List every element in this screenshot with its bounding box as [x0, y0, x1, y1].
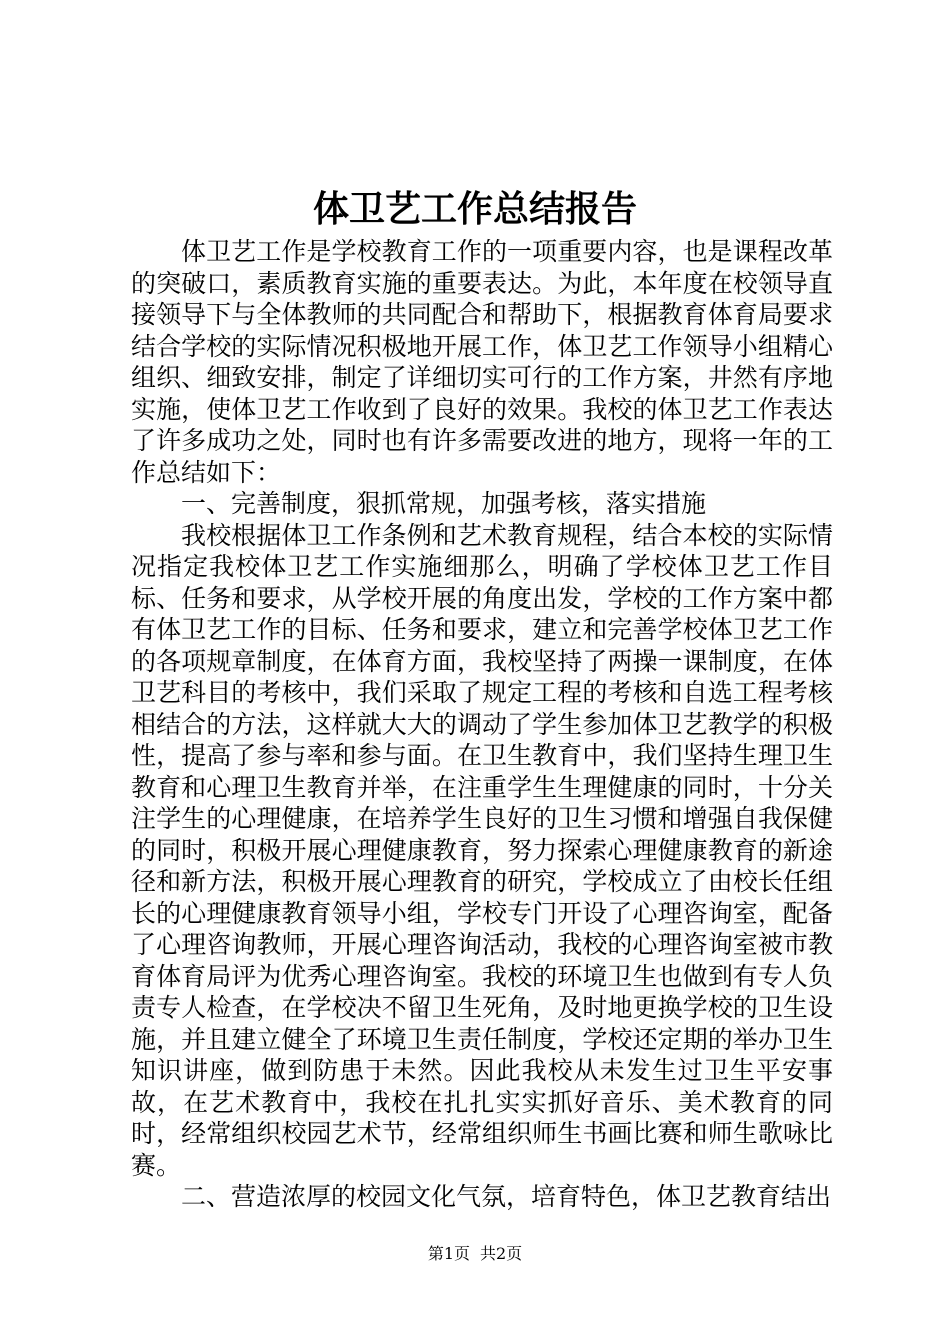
paragraph-section-1: 我校根据体卫工作条例和艺术教育规程，结合本校的实际情况指定我校体卫艺工作实施细那么，明确了学校体卫艺工作目标、任务和要求，从学校开展的角度出发，学校的工作方案中都有体卫艺工作的目标、任务和要求，建立和完善学校体卫艺工作的各项规章制度，在体育方面，我校坚持了两操一课制度，在体卫艺科目的考核中，我们采取了规定工程的考核和自选工程考核相结合的方法，这样就大大的调动了学生参加体卫艺教学的积极性，提高了参与率和参与面。在卫生教育中，我们坚持生理卫生教育和心理卫生教育并举，在注重学生生理健康的同时，十分关注学生的心理健康，在培养学生良好的卫生习惯和增强自我保健的同时，积极开展心理健康教育，努力探索心理健康教育的新途径和新方法，积极开展心理教育的研究，学校成立了由校长任组长的心理健康教育领导小组，学校专门开设了心理咨询室，配备了心理咨询教师，开展心理咨询活动，我校的心理咨询室被市教育体育局评为优秀心理咨询室。我校的环境卫生也做到有专人负责专人检查，在学校决不留卫生死角，及时地更换学校的卫生设施，并且建立健全了环境卫生责任制度，学校还定期的举办卫生知识讲座，做到防患于未然。因此我校从未发生过卫生平安事故，在艺术教育中，我校在扎扎实实抓好音乐、美术教育的同时，经常组织校园艺术节，经常组织师生书画比赛和师生歌咏比赛。: [131, 520, 833, 1180]
page-total: 共2页: [480, 1244, 523, 1263]
document-body: [131, 236, 833, 1213]
page-number: 第1页: [427, 1244, 470, 1263]
paragraph-intro: 体卫艺工作是学校教育工作的一项重要内容，也是课程改革的突破口，素质教育实施的重要表达。为此，本年度在校领导直接领导下与全体教师的共同配合和帮助下，根据教育体育局要求结合学校的实际情况积极地开展工作，体卫艺工作领导小组精心组织、细致安排，制定了详细切实可行的工作方案，井然有序地实施，使体卫艺工作收到了良好的效果。我校的体卫艺工作表达了许多成功之处，同时也有许多需要改进的地方，现将一年的工作总结如下：: [131, 237, 833, 487]
section-heading-2: 二、营造浓厚的校园文化气氛，培育特色，体卫艺教育结出: [181, 1182, 832, 1211]
page-footer: [0, 1244, 950, 1264]
document-title: 体卫艺工作总结报告: [312, 188, 637, 230]
section-heading-1: 一、完善制度，狠抓常规，加强考核，落实措施: [181, 489, 707, 518]
